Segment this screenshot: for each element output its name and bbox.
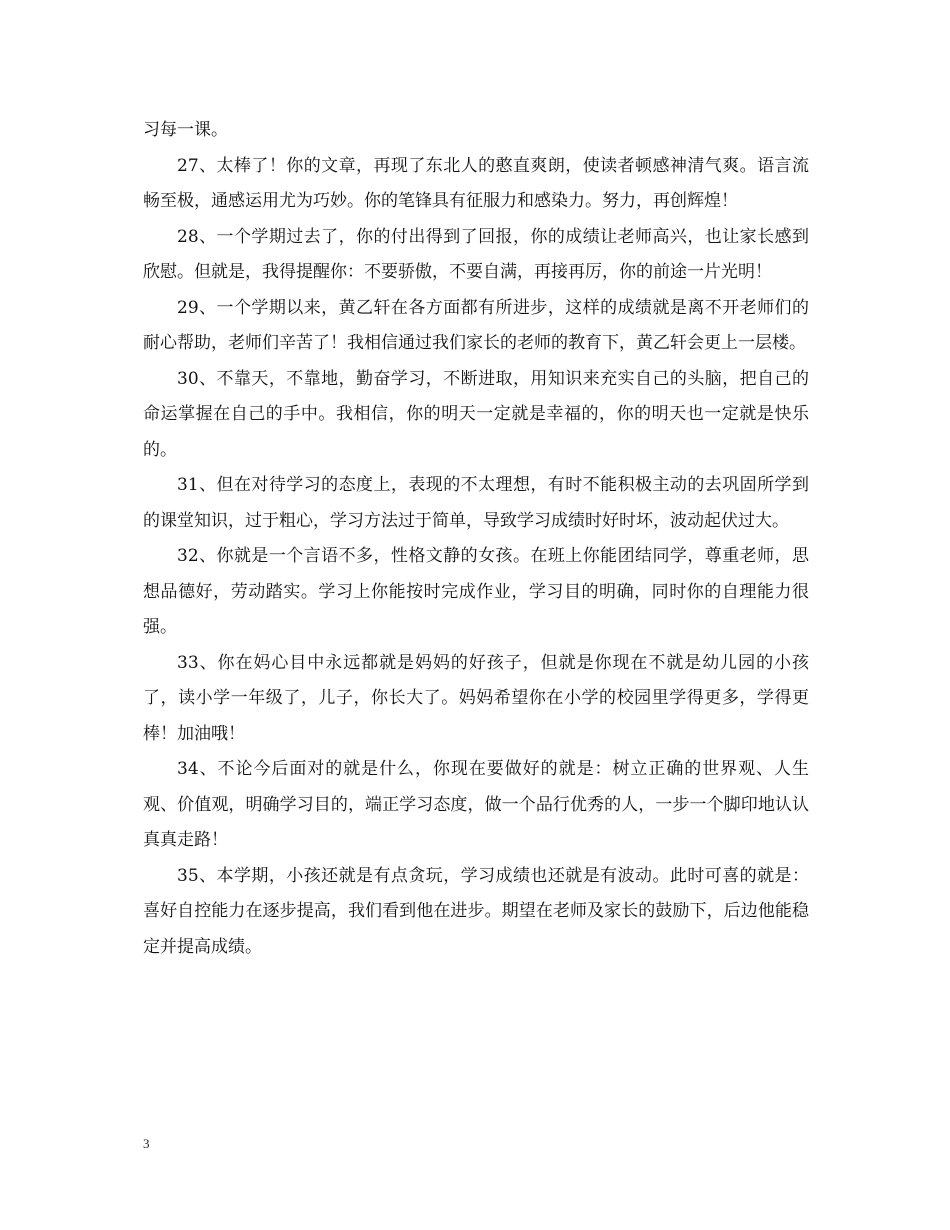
paragraph-continuation: 习每一课。 (143, 120, 228, 140)
paragraph-27: 27、太棒了！你的文章，再现了东北人的憨直爽朗，使读者顿感神清气爽。语言流畅至极，通感运用尤为巧妙。你的笔锋具有征服力和感染力。努力，再创辉煌！ (143, 155, 809, 211)
page-number: 3 (143, 1136, 150, 1151)
paragraph-33: 33、你在妈心目中永远都就是妈妈的好孩子，但就是你现在不就是幼儿园的小孩了，读小学一年级了，儿子，你长大了。妈妈希望你在小学的校园里学得更多，学得更棒！加油哦！ (143, 652, 809, 744)
paragraph-28: 28、一个学期过去了，你的付出得到了回报，你的成绩让老师高兴，也让家长感到欣慰。但就是，我得提醒你：不要骄傲，不要自满，再接再厉，你的前途一片光明！ (143, 226, 809, 282)
paragraph-30: 30、不靠天，不靠地，勤奋学习，不断进取，用知识来充实自己的头脑，把自己的命运掌握在自己的手中。我相信，你的明天一定就是幸福的，你的明天也一定就是快乐的。 (143, 368, 809, 460)
paragraph-35: 35、本学期，小孩还就是有点贪玩，学习成绩也还就是有波动。此时可喜的就是：喜好自控能力在逐步提高，我们看到他在进步。期望在老师及家长的鼓励下，后边他能稳定并提高成绩。 (143, 865, 809, 957)
paragraph-31: 31、但在对待学习的态度上，表现的不太理想，有时不能积极主动的去巩固所学到的课堂知识，过于粗心，学习方法过于简单，导致学习成绩时好时坏，波动起伏过大。 (143, 475, 809, 531)
page-body (143, 113, 809, 965)
paragraph-34: 34、不论今后面对的就是什么，你现在要做好的就是：树立正确的世界观、人生观、价值观，明确学习目的，端正学习态度，做一个品行优秀的人，一步一个脚印地认认真真走路！ (143, 759, 809, 850)
paragraph-32: 32、你就是一个言语不多，性格文静的女孩。在班上你能团结同学，尊重老师，思想品德好，劳动踏实。学习上你能按时完成作业，学习目的明确，同时你的自理能力很强。 (143, 546, 809, 637)
paragraph-29: 29、一个学期以来，黄乙轩在各方面都有所进步，这样的成绩就是离不开老师们的耐心帮助，老师们辛苦了！我相信通过我们家长的老师的教育下，黄乙轩会更上一层楼。 (143, 297, 809, 353)
